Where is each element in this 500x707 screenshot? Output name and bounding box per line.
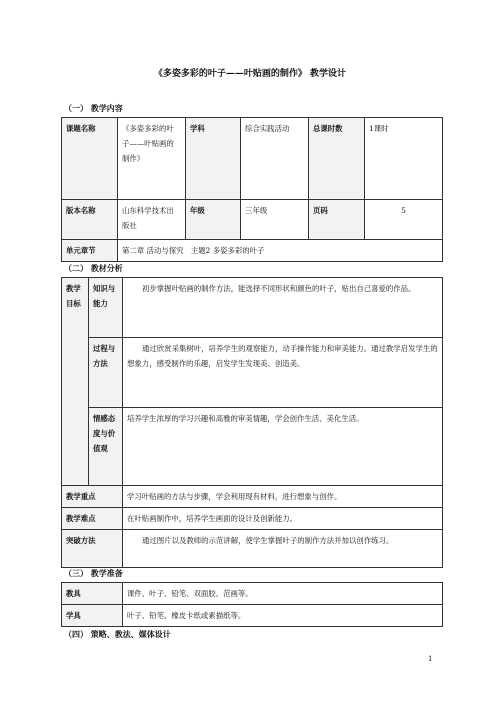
emotion-label: 情感态度与价值观 (89, 408, 123, 486)
page-value: 5 (365, 200, 443, 240)
goal-label: 教学目标 (62, 278, 89, 486)
section-heading-strategy: （四） 策略、教法、媒体设计 (64, 630, 171, 639)
table-row (62, 530, 443, 568)
unit-value: 第二章 活动与探究 主题2 多姿多彩的叶子 (118, 240, 443, 262)
hours-value: 1课时 (365, 118, 443, 200)
key-label: 教学重点 (62, 486, 123, 508)
student-aids-value: 叶子、铅笔、橡皮卡纸或素描纸等。 (123, 605, 443, 627)
process-label: 过程与方法 (89, 338, 123, 408)
edition-label: 版本名称 (62, 200, 118, 240)
emotion-value: 培养学生浓厚的学习兴趣和高雅的审美情趣，学会创作生活、美化生活。 (123, 408, 443, 486)
hours-label: 总课时数 (309, 118, 365, 200)
document-title: 《多姿多彩的叶子——叶贴画的制作》 教学设计 (153, 69, 347, 79)
table-row (62, 338, 443, 408)
table-row (62, 278, 443, 338)
content-table (61, 117, 443, 262)
difficult-label: 教学难点 (62, 508, 123, 530)
table-row (62, 240, 443, 262)
section-heading-analysis: （二） 教材分析 (64, 264, 123, 273)
table-row (62, 408, 443, 486)
student-aids-label: 学具 (62, 605, 123, 627)
page-number: 1 (428, 655, 433, 663)
method-label: 突破方法 (62, 530, 123, 568)
grade-value: 三年级 (241, 200, 309, 240)
subject-value: 综合实践活动 (241, 118, 309, 200)
section-heading-content: （一） 教学内容 (64, 104, 123, 113)
section-heading-preparation: （三） 教学准备 (64, 569, 123, 578)
table-row (62, 200, 443, 240)
grade-label: 年级 (186, 200, 241, 240)
knowledge-label: 知识与能力 (89, 278, 123, 338)
teacher-aids-label: 教具 (62, 583, 123, 605)
page-label: 页码 (309, 200, 365, 240)
table-row (62, 583, 443, 605)
table-row (62, 118, 443, 200)
key-value: 学习叶贴画的方法与步骤，学会利用现有材料，进行想象与创作。 (123, 486, 443, 508)
method-value: 通过图片以及教师的示范讲解，使学生掌握叶子的制作方法并加以创作练习。 (123, 530, 443, 568)
table-row (62, 605, 443, 627)
teacher-aids-value: 课件、叶子、铅笔、双面胶、范画等。 (123, 583, 443, 605)
table-row (62, 486, 443, 508)
analysis-table (61, 277, 443, 568)
subject-label: 学科 (186, 118, 241, 200)
process-value: 通过欣赏采集树叶，培养学生的观察能力，动手操作能力和审美能力。通过教学启发学生的想象力，感受制作的乐趣，启发学生发现美、创造美。 (123, 338, 443, 408)
table-row (62, 508, 443, 530)
course-name-label: 课题名称 (62, 118, 118, 200)
unit-label: 单元章节 (62, 240, 118, 262)
course-name-value: 《多姿多彩的叶子——叶贴画的制作》 (118, 118, 186, 200)
edition-value: 山东科学技术出版社 (118, 200, 186, 240)
preparation-table (61, 582, 443, 627)
knowledge-value: 初步掌握叶贴画的制作方法，能选择不同形状和颜色的叶子，贴出自己喜爱的作品。 (123, 278, 443, 338)
difficult-value: 在叶贴画制作中，培养学生画面的设计及创新能力。 (123, 508, 443, 530)
